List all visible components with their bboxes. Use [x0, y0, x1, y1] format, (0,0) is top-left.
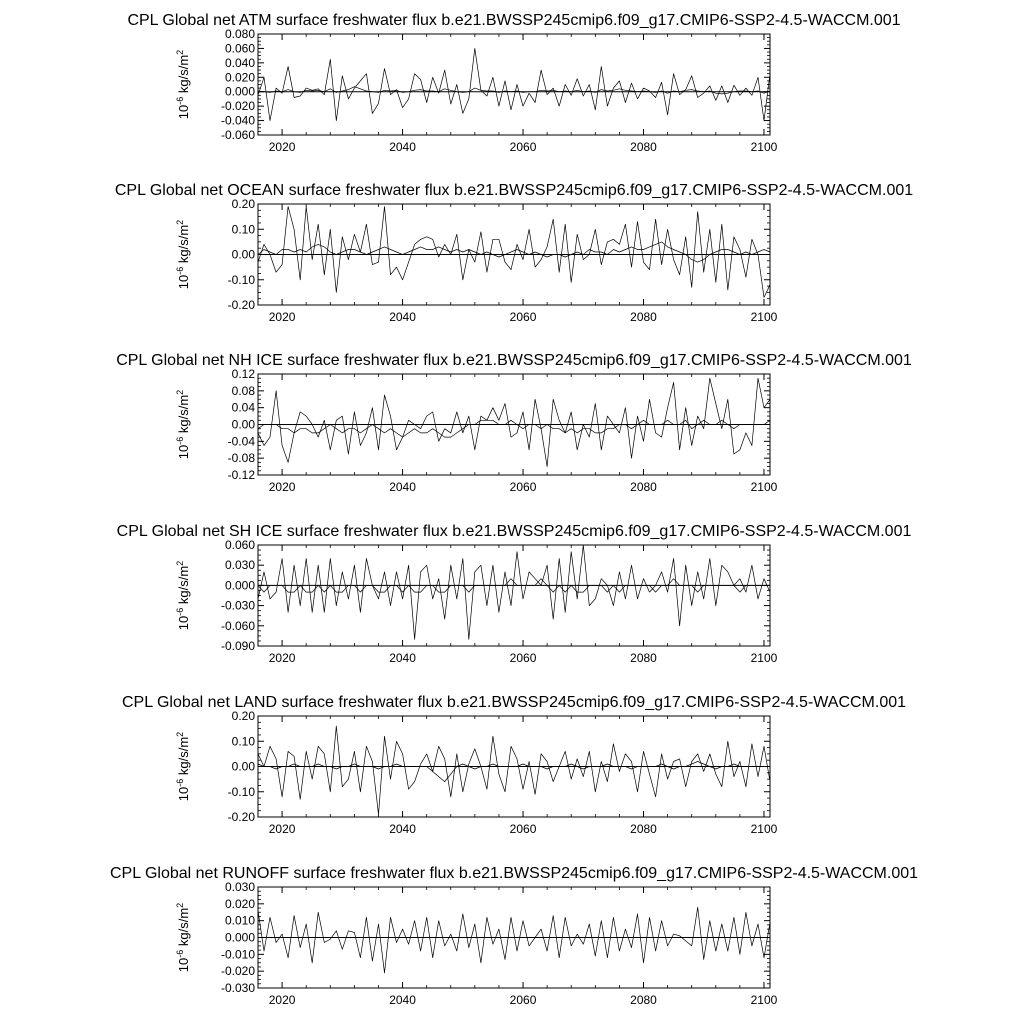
y-tick-label: -0.10 [227, 784, 255, 799]
y-tick-label: 0.000 [224, 84, 255, 99]
y-axis-label: $10^{-6}$ $kg/s/m^2$ [175, 560, 191, 631]
y-axis-label: $10^{-6}$ $kg/s/m^2$ [175, 219, 191, 290]
series-line-1 [258, 762, 770, 782]
y-tick-label: 0.04 [231, 400, 255, 415]
y-tick-label: 0.020 [224, 70, 255, 85]
y-tick-label: -0.020 [220, 99, 255, 114]
y-tick-label: -0.08 [227, 451, 255, 466]
panel-title: CPL Global net SH ICE surface freshwater flux b.e21.BWSSP245cmip6.f09_g17.CMIP6-SSP2-4.5-WACCM.001 [116, 523, 912, 540]
y-tick-label: 0.00 [231, 247, 255, 262]
x-tick-label: 2100 [750, 310, 778, 324]
x-tick-label: 2040 [389, 310, 416, 324]
x-tick-label: 2080 [630, 822, 657, 836]
x-tick-label: 2040 [389, 480, 416, 494]
x-tick-label: 2100 [750, 140, 778, 154]
y-axis-label: $10^{-6}$ $kg/s/m^2$ [175, 389, 191, 460]
panel-title: CPL Global net ATM surface freshwater flux b.e21.BWSSP245cmip6.f09_g17.CMIP6-SSP2-4.5-WACCM.001 [127, 12, 901, 29]
y-tick-label: 0.12 [231, 367, 255, 381]
y-tick-label: -0.060 [220, 128, 255, 142]
x-tick-label: 2100 [750, 993, 778, 1007]
series-line-0 [258, 907, 770, 973]
y-tick-label: 0.080 [224, 27, 255, 41]
x-tick-label: 2020 [268, 993, 296, 1007]
y-tick-label: 0.00 [231, 417, 255, 432]
x-tick-label: 2100 [750, 651, 778, 665]
y-tick-label: 0.030 [224, 880, 255, 894]
y-tick-label: 0.000 [224, 578, 255, 593]
series-line-1 [258, 87, 770, 94]
y-tick-label: 0.10 [231, 222, 255, 237]
series-line-0 [258, 545, 770, 639]
y-tick-label: 0.030 [224, 558, 255, 573]
y-axis-label: $10^{-6}$ $kg/s/m^2$ [175, 902, 191, 973]
y-tick-label: -0.12 [227, 468, 255, 482]
y-axis-label: $10^{-6}$ $kg/s/m^2$ [175, 731, 191, 802]
y-tick-label: 0.020 [224, 896, 255, 911]
x-tick-label: 2100 [750, 822, 778, 836]
panel-title: CPL Global net LAND surface freshwater flux b.e21.BWSSP245cmip6.f09_g17.CMIP6-SSP2-4.5-WACCM.001 [121, 694, 907, 711]
x-tick-label: 2040 [389, 140, 416, 154]
panel-0 [127, 12, 900, 154]
y-tick-label: -0.010 [220, 947, 255, 962]
x-tick-label: 2020 [268, 480, 296, 494]
x-tick-label: 2020 [268, 651, 296, 665]
x-tick-label: 2080 [630, 480, 657, 494]
y-tick-label: -0.20 [227, 810, 255, 824]
panel-5 [110, 865, 918, 1007]
y-tick-label: 0.060 [224, 538, 255, 552]
y-tick-label: 0.20 [231, 709, 255, 723]
x-tick-label: 2080 [630, 140, 657, 154]
x-tick-label: 2060 [509, 651, 537, 665]
x-tick-label: 2040 [389, 822, 416, 836]
x-tick-label: 2060 [509, 822, 537, 836]
x-tick-label: 2060 [509, 310, 537, 324]
panel-2 [116, 352, 912, 494]
y-tick-label: -0.10 [227, 272, 255, 287]
y-tick-label: -0.020 [220, 964, 255, 979]
series-line-0 [258, 207, 770, 298]
y-tick-label: -0.090 [220, 639, 255, 653]
series-line-0 [258, 726, 770, 814]
x-tick-label: 2060 [509, 140, 537, 154]
y-tick-label: -0.030 [220, 598, 255, 613]
y-tick-label: 0.20 [231, 197, 255, 211]
x-tick-label: 2040 [389, 993, 416, 1007]
x-tick-label: 2100 [750, 480, 778, 494]
series-line-1 [258, 242, 770, 262]
panel-4 [122, 694, 906, 836]
x-tick-label: 2080 [630, 651, 657, 665]
x-tick-label: 2060 [509, 993, 537, 1007]
y-axis-label: $10^{-6}$ $kg/s/m^2$ [175, 49, 191, 120]
panel-title: CPL Global net RUNOFF surface freshwater flux b.e21.BWSSP245cmip6.f09_g17.CMIP6-SSP2-4.5-WACCM.001 [109, 865, 919, 882]
x-tick-label: 2080 [630, 310, 657, 324]
y-tick-label: -0.20 [227, 298, 255, 312]
x-tick-label: 2080 [630, 993, 657, 1007]
series-line-0 [258, 48, 770, 120]
x-tick-label: 2060 [509, 480, 537, 494]
y-tick-label: -0.04 [227, 434, 255, 449]
y-tick-label: -0.060 [220, 618, 255, 633]
y-tick-label: 0.000 [224, 930, 255, 945]
x-tick-label: 2040 [389, 651, 416, 665]
y-tick-label: 0.060 [224, 41, 255, 56]
y-tick-label: 0.10 [231, 734, 255, 749]
y-tick-label: 0.00 [231, 759, 255, 774]
plot-frame [258, 34, 770, 135]
y-tick-label: 0.040 [224, 55, 255, 70]
x-tick-label: 2020 [268, 310, 296, 324]
panel-3 [117, 523, 912, 665]
panel-title: CPL Global net OCEAN surface freshwater flux b.e21.BWSSP245cmip6.f09_g17.CMIP6-SSP2-4.5-WACCM.001 [114, 182, 914, 199]
y-tick-label: 0.08 [231, 383, 255, 398]
panel-1 [115, 182, 913, 324]
y-tick-label: 0.010 [224, 913, 255, 928]
x-tick-label: 2020 [268, 140, 296, 154]
x-tick-label: 2020 [268, 822, 296, 836]
panel-title: CPL Global net NH ICE surface freshwater flux b.e21.BWSSP245cmip6.f09_g17.CMIP6-SSP2-4.5-WACCM.001 [116, 352, 912, 369]
y-tick-label: -0.030 [220, 981, 255, 995]
y-tick-label: -0.040 [220, 113, 255, 128]
